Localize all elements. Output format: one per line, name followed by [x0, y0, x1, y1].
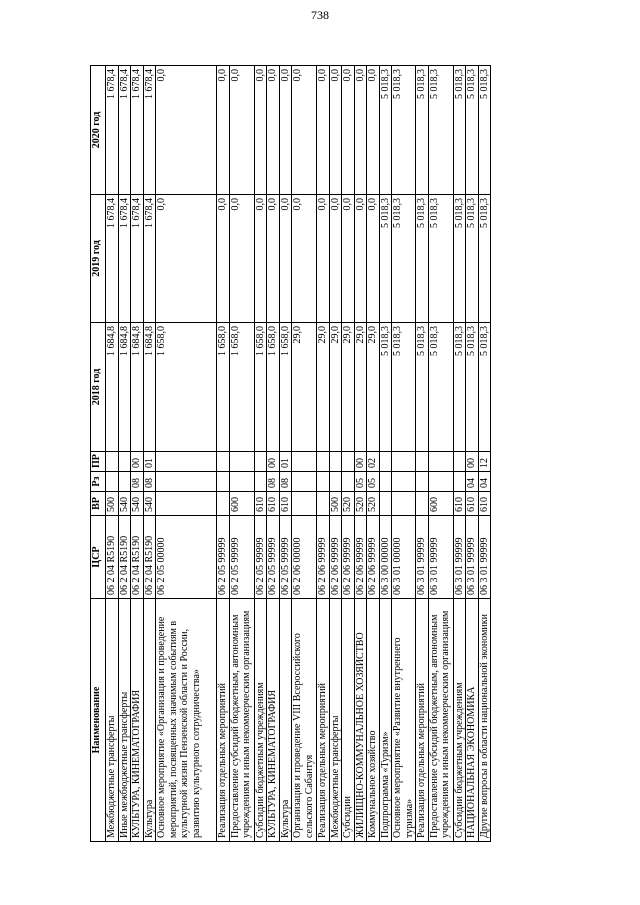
- table-row: [279, 66, 292, 842]
- cell-y2019: 1 678,4: [106, 195, 119, 323]
- cell-name: Подпрограмма «Туризм»: [379, 599, 392, 842]
- cell-y2020: 5 018,3: [428, 66, 453, 195]
- cell-pr: 01: [279, 452, 292, 472]
- cell-name: Культура: [279, 599, 292, 842]
- table-row: [392, 66, 416, 842]
- table-row: [131, 66, 144, 842]
- cell-y2019: 0,0: [329, 195, 342, 323]
- cell-y2018: 5 018,3: [428, 323, 453, 452]
- cell-name: Предоставление субсидий бюджетным, автономным учреждениям и иным некоммерческим организациям: [428, 599, 453, 842]
- page-number: 738: [311, 8, 329, 22]
- cell-vr: 610: [254, 492, 267, 516]
- table-row: [478, 66, 491, 842]
- cell-y2020: 0,0: [229, 66, 254, 195]
- cell-csr: 06 2 06 99999: [354, 516, 367, 599]
- cell-pr: [428, 452, 453, 472]
- cell-y2018: 5 018,3: [392, 323, 416, 452]
- cell-name: Субсидии бюджетным учреждениям: [254, 599, 267, 842]
- cell-y2019: 5 018,3: [428, 195, 453, 323]
- cell-y2020: 0,0: [367, 66, 380, 195]
- cell-csr: 06 2 06 99999: [342, 516, 355, 599]
- table-row: [267, 66, 280, 842]
- cell-rz: [254, 472, 267, 492]
- cell-rz: [118, 472, 131, 492]
- cell-rz: [428, 472, 453, 492]
- cell-vr: 600: [229, 492, 254, 516]
- cell-name: Организация и проведение VIII Всероссийского сельского Сабантуя: [292, 599, 317, 842]
- cell-csr: 06 2 05 99999: [217, 516, 230, 599]
- cell-name: НАЦИОНАЛЬНАЯ ЭКОНОМИКА: [466, 599, 479, 842]
- cell-csr: 06 2 05 00000: [156, 516, 217, 599]
- cell-y2018: 1 684,8: [106, 323, 119, 452]
- cell-y2018: 1 658,0: [254, 323, 267, 452]
- table-row: [229, 66, 254, 842]
- cell-rz: [229, 472, 254, 492]
- cell-csr: 06 2 05 99999: [229, 516, 254, 599]
- cell-pr: [229, 452, 254, 472]
- cell-vr: [392, 492, 416, 516]
- table-row: [118, 66, 131, 842]
- cell-y2018: 1 658,0: [229, 323, 254, 452]
- header-vr: ВР: [91, 492, 106, 516]
- cell-pr: 01: [143, 452, 156, 472]
- cell-vr: [379, 492, 392, 516]
- cell-rz: [416, 472, 429, 492]
- cell-vr: 610: [478, 492, 491, 516]
- cell-name: ЖИЛИЩНО-КОММУНАЛЬНОЕ ХОЗЯЙСТВО: [354, 599, 367, 842]
- cell-y2018: 1 684,8: [143, 323, 156, 452]
- cell-rz: 04: [466, 472, 479, 492]
- cell-csr: 06 2 05 99999: [267, 516, 280, 599]
- cell-pr: [292, 452, 317, 472]
- table-row: [379, 66, 392, 842]
- cell-name: Межбюджетные трансферты: [106, 599, 119, 842]
- table-row: [428, 66, 453, 842]
- cell-y2018: 1 658,0: [279, 323, 292, 452]
- cell-rz: 08: [143, 472, 156, 492]
- cell-y2020: 0,0: [217, 66, 230, 195]
- cell-rz: [329, 472, 342, 492]
- cell-name: Коммунальное хозяйство: [367, 599, 380, 842]
- cell-y2020: 0,0: [292, 66, 317, 195]
- cell-name: Субсидии: [342, 599, 355, 842]
- cell-y2019: 0,0: [229, 195, 254, 323]
- cell-name: Культура: [143, 599, 156, 842]
- cell-y2018: 29,0: [354, 323, 367, 452]
- cell-pr: 02: [367, 452, 380, 472]
- table-row: [292, 66, 317, 842]
- cell-csr: 06 3 01 99999: [428, 516, 453, 599]
- table-row: [156, 66, 217, 842]
- table-row: [217, 66, 230, 842]
- cell-csr: 06 2 06 99999: [317, 516, 330, 599]
- header-2019: 2019 год: [91, 195, 106, 323]
- cell-name: КУЛЬТУРА, КИНЕМАТОГРАФИЯ: [267, 599, 280, 842]
- cell-y2019: 0,0: [217, 195, 230, 323]
- cell-y2020: 0,0: [254, 66, 267, 195]
- cell-y2019: 0,0: [254, 195, 267, 323]
- cell-csr: 06 3 01 99999: [478, 516, 491, 599]
- cell-pr: 12: [478, 452, 491, 472]
- cell-vr: 500: [329, 492, 342, 516]
- cell-y2019: 5 018,3: [416, 195, 429, 323]
- cell-y2019: 5 018,3: [466, 195, 479, 323]
- cell-y2018: 1 658,0: [156, 323, 217, 452]
- table-row: [453, 66, 466, 842]
- cell-y2018: 29,0: [317, 323, 330, 452]
- cell-y2018: 5 018,3: [453, 323, 466, 452]
- cell-pr: 00: [354, 452, 367, 472]
- cell-pr: [342, 452, 355, 472]
- cell-name: КУЛЬТУРА, КИНЕМАТОГРАФИЯ: [131, 599, 144, 842]
- cell-csr: 06 3 01 99999: [453, 516, 466, 599]
- cell-y2019: 1 678,4: [118, 195, 131, 323]
- cell-y2020: 1 678,4: [131, 66, 144, 195]
- cell-y2019: 0,0: [367, 195, 380, 323]
- cell-rz: 05: [367, 472, 380, 492]
- cell-csr: 06 2 04 R5190: [118, 516, 131, 599]
- cell-rz: [453, 472, 466, 492]
- cell-vr: 610: [453, 492, 466, 516]
- table-row: [254, 66, 267, 842]
- cell-pr: [217, 452, 230, 472]
- cell-csr: 06 2 06 99999: [329, 516, 342, 599]
- cell-vr: 610: [279, 492, 292, 516]
- cell-y2019: 1 678,4: [143, 195, 156, 323]
- cell-pr: [416, 452, 429, 472]
- table-row: [416, 66, 429, 842]
- cell-y2019: 5 018,3: [453, 195, 466, 323]
- cell-y2019: 0,0: [354, 195, 367, 323]
- cell-y2018: 29,0: [342, 323, 355, 452]
- cell-csr: 06 2 06 00000: [292, 516, 317, 599]
- cell-csr: 06 3 01 99999: [466, 516, 479, 599]
- cell-y2018: 1 658,0: [267, 323, 280, 452]
- cell-rz: 08: [279, 472, 292, 492]
- cell-y2019: 0,0: [292, 195, 317, 323]
- cell-vr: 610: [267, 492, 280, 516]
- cell-vr: 540: [143, 492, 156, 516]
- cell-y2020: 0,0: [354, 66, 367, 195]
- cell-y2019: 0,0: [317, 195, 330, 323]
- cell-csr: 06 2 04 R5190: [131, 516, 144, 599]
- cell-vr: 540: [118, 492, 131, 516]
- cell-vr: [416, 492, 429, 516]
- cell-csr: 06 2 06 99999: [367, 516, 380, 599]
- cell-pr: [156, 452, 217, 472]
- cell-name: Другие вопросы в области национальной экономики: [478, 599, 491, 842]
- cell-vr: 540: [131, 492, 144, 516]
- cell-y2018: 1 658,0: [217, 323, 230, 452]
- cell-y2018: 29,0: [367, 323, 380, 452]
- cell-vr: 500: [106, 492, 119, 516]
- cell-y2020: 5 018,3: [392, 66, 416, 195]
- cell-y2019: 0,0: [342, 195, 355, 323]
- cell-y2018: 1 684,8: [131, 323, 144, 452]
- cell-y2020: 0,0: [329, 66, 342, 195]
- cell-csr: 06 2 05 99999: [254, 516, 267, 599]
- cell-pr: [317, 452, 330, 472]
- table-row: [354, 66, 367, 842]
- cell-y2020: 0,0: [267, 66, 280, 195]
- cell-pr: 00: [131, 452, 144, 472]
- cell-csr: 06 3 00 00000: [379, 516, 392, 599]
- cell-y2019: 0,0: [267, 195, 280, 323]
- cell-y2020: 1 678,4: [106, 66, 119, 195]
- cell-rz: 08: [131, 472, 144, 492]
- header-2020: 2020 год: [91, 66, 106, 195]
- cell-name: Предоставление субсидий бюджетным, автономным учреждениям и иным некоммерческим организациям: [229, 599, 254, 842]
- cell-y2020: 5 018,3: [416, 66, 429, 195]
- cell-rz: [317, 472, 330, 492]
- cell-vr: [317, 492, 330, 516]
- header-name: Наименование: [91, 599, 106, 842]
- cell-y2019: 1 678,4: [131, 195, 144, 323]
- cell-y2019: 5 018,3: [478, 195, 491, 323]
- cell-pr: 00: [267, 452, 280, 472]
- cell-name: Основное мероприятие «Организация и проведение мероприятий, посвященных значимым событиям в культурной жизни Пензенской области и России, развитию культурного сотрудничества»: [156, 599, 217, 842]
- cell-y2018: 5 018,3: [379, 323, 392, 452]
- cell-rz: [106, 472, 119, 492]
- cell-y2018: 5 018,3: [478, 323, 491, 452]
- cell-y2019: 5 018,3: [392, 195, 416, 323]
- cell-pr: [106, 452, 119, 472]
- table-row: [342, 66, 355, 842]
- cell-y2018: 5 018,3: [466, 323, 479, 452]
- cell-y2018: 5 018,3: [416, 323, 429, 452]
- table-body: [106, 66, 491, 842]
- cell-pr: [329, 452, 342, 472]
- cell-pr: [453, 452, 466, 472]
- cell-pr: 00: [466, 452, 479, 472]
- cell-name: Реализация отдельных мероприятий: [217, 599, 230, 842]
- cell-name: Субсидии бюджетным учреждениям: [453, 599, 466, 842]
- cell-vr: [292, 492, 317, 516]
- cell-rz: 04: [478, 472, 491, 492]
- header-rz: Рз: [91, 472, 106, 492]
- cell-vr: 520: [354, 492, 367, 516]
- cell-y2020: 5 018,3: [379, 66, 392, 195]
- cell-y2020: 5 018,3: [478, 66, 491, 195]
- cell-y2019: 0,0: [156, 195, 217, 323]
- cell-name: Межбюджетные трансферты: [329, 599, 342, 842]
- cell-name: Реализация отдельных мероприятий: [317, 599, 330, 842]
- cell-y2019: 5 018,3: [379, 195, 392, 323]
- table-header-row: [91, 66, 106, 842]
- cell-rz: [392, 472, 416, 492]
- table-row: [106, 66, 119, 842]
- cell-y2019: 0,0: [279, 195, 292, 323]
- cell-csr: 06 2 05 99999: [279, 516, 292, 599]
- cell-y2020: 0,0: [342, 66, 355, 195]
- cell-vr: 600: [428, 492, 453, 516]
- cell-vr: 520: [342, 492, 355, 516]
- cell-rz: [379, 472, 392, 492]
- cell-pr: [379, 452, 392, 472]
- cell-y2018: 1 684,8: [118, 323, 131, 452]
- cell-pr: [254, 452, 267, 472]
- cell-name: Иные межбюджетные трансферты: [118, 599, 131, 842]
- cell-y2020: 0,0: [279, 66, 292, 195]
- cell-vr: 610: [466, 492, 479, 516]
- cell-y2018: 29,0: [292, 323, 317, 452]
- cell-y2020: 5 018,3: [466, 66, 479, 195]
- rotated-table-container: [90, 66, 535, 842]
- cell-vr: [156, 492, 217, 516]
- cell-y2018: 29,0: [329, 323, 342, 452]
- cell-rz: [292, 472, 317, 492]
- cell-y2020: 5 018,3: [453, 66, 466, 195]
- cell-csr: 06 2 04 R5190: [106, 516, 119, 599]
- cell-rz: 05: [354, 472, 367, 492]
- cell-csr: 06 3 01 99999: [416, 516, 429, 599]
- cell-name: Основное мероприятие «Развитие внутреннего туризма»: [392, 599, 416, 842]
- cell-y2020: 1 678,4: [118, 66, 131, 195]
- cell-name: Реализация отдельных мероприятий: [416, 599, 429, 842]
- budget-table: [90, 65, 491, 842]
- header-csr: ЦСР: [91, 516, 106, 599]
- cell-rz: [217, 472, 230, 492]
- cell-pr: [392, 452, 416, 472]
- cell-pr: [118, 452, 131, 472]
- table-row: [466, 66, 479, 842]
- cell-csr: 06 2 04 R5190: [143, 516, 156, 599]
- table-row: [317, 66, 330, 842]
- cell-y2020: 0,0: [156, 66, 217, 195]
- table-row: [143, 66, 156, 842]
- cell-y2020: 1 678,4: [143, 66, 156, 195]
- cell-rz: 08: [267, 472, 280, 492]
- cell-vr: 520: [367, 492, 380, 516]
- cell-csr: 06 3 01 00000: [392, 516, 416, 599]
- table-row: [329, 66, 342, 842]
- header-pr: ПР: [91, 452, 106, 472]
- table-row: [367, 66, 380, 842]
- cell-vr: [217, 492, 230, 516]
- cell-y2020: 0,0: [317, 66, 330, 195]
- cell-rz: [342, 472, 355, 492]
- cell-rz: [156, 472, 217, 492]
- header-2018: 2018 год: [91, 323, 106, 452]
